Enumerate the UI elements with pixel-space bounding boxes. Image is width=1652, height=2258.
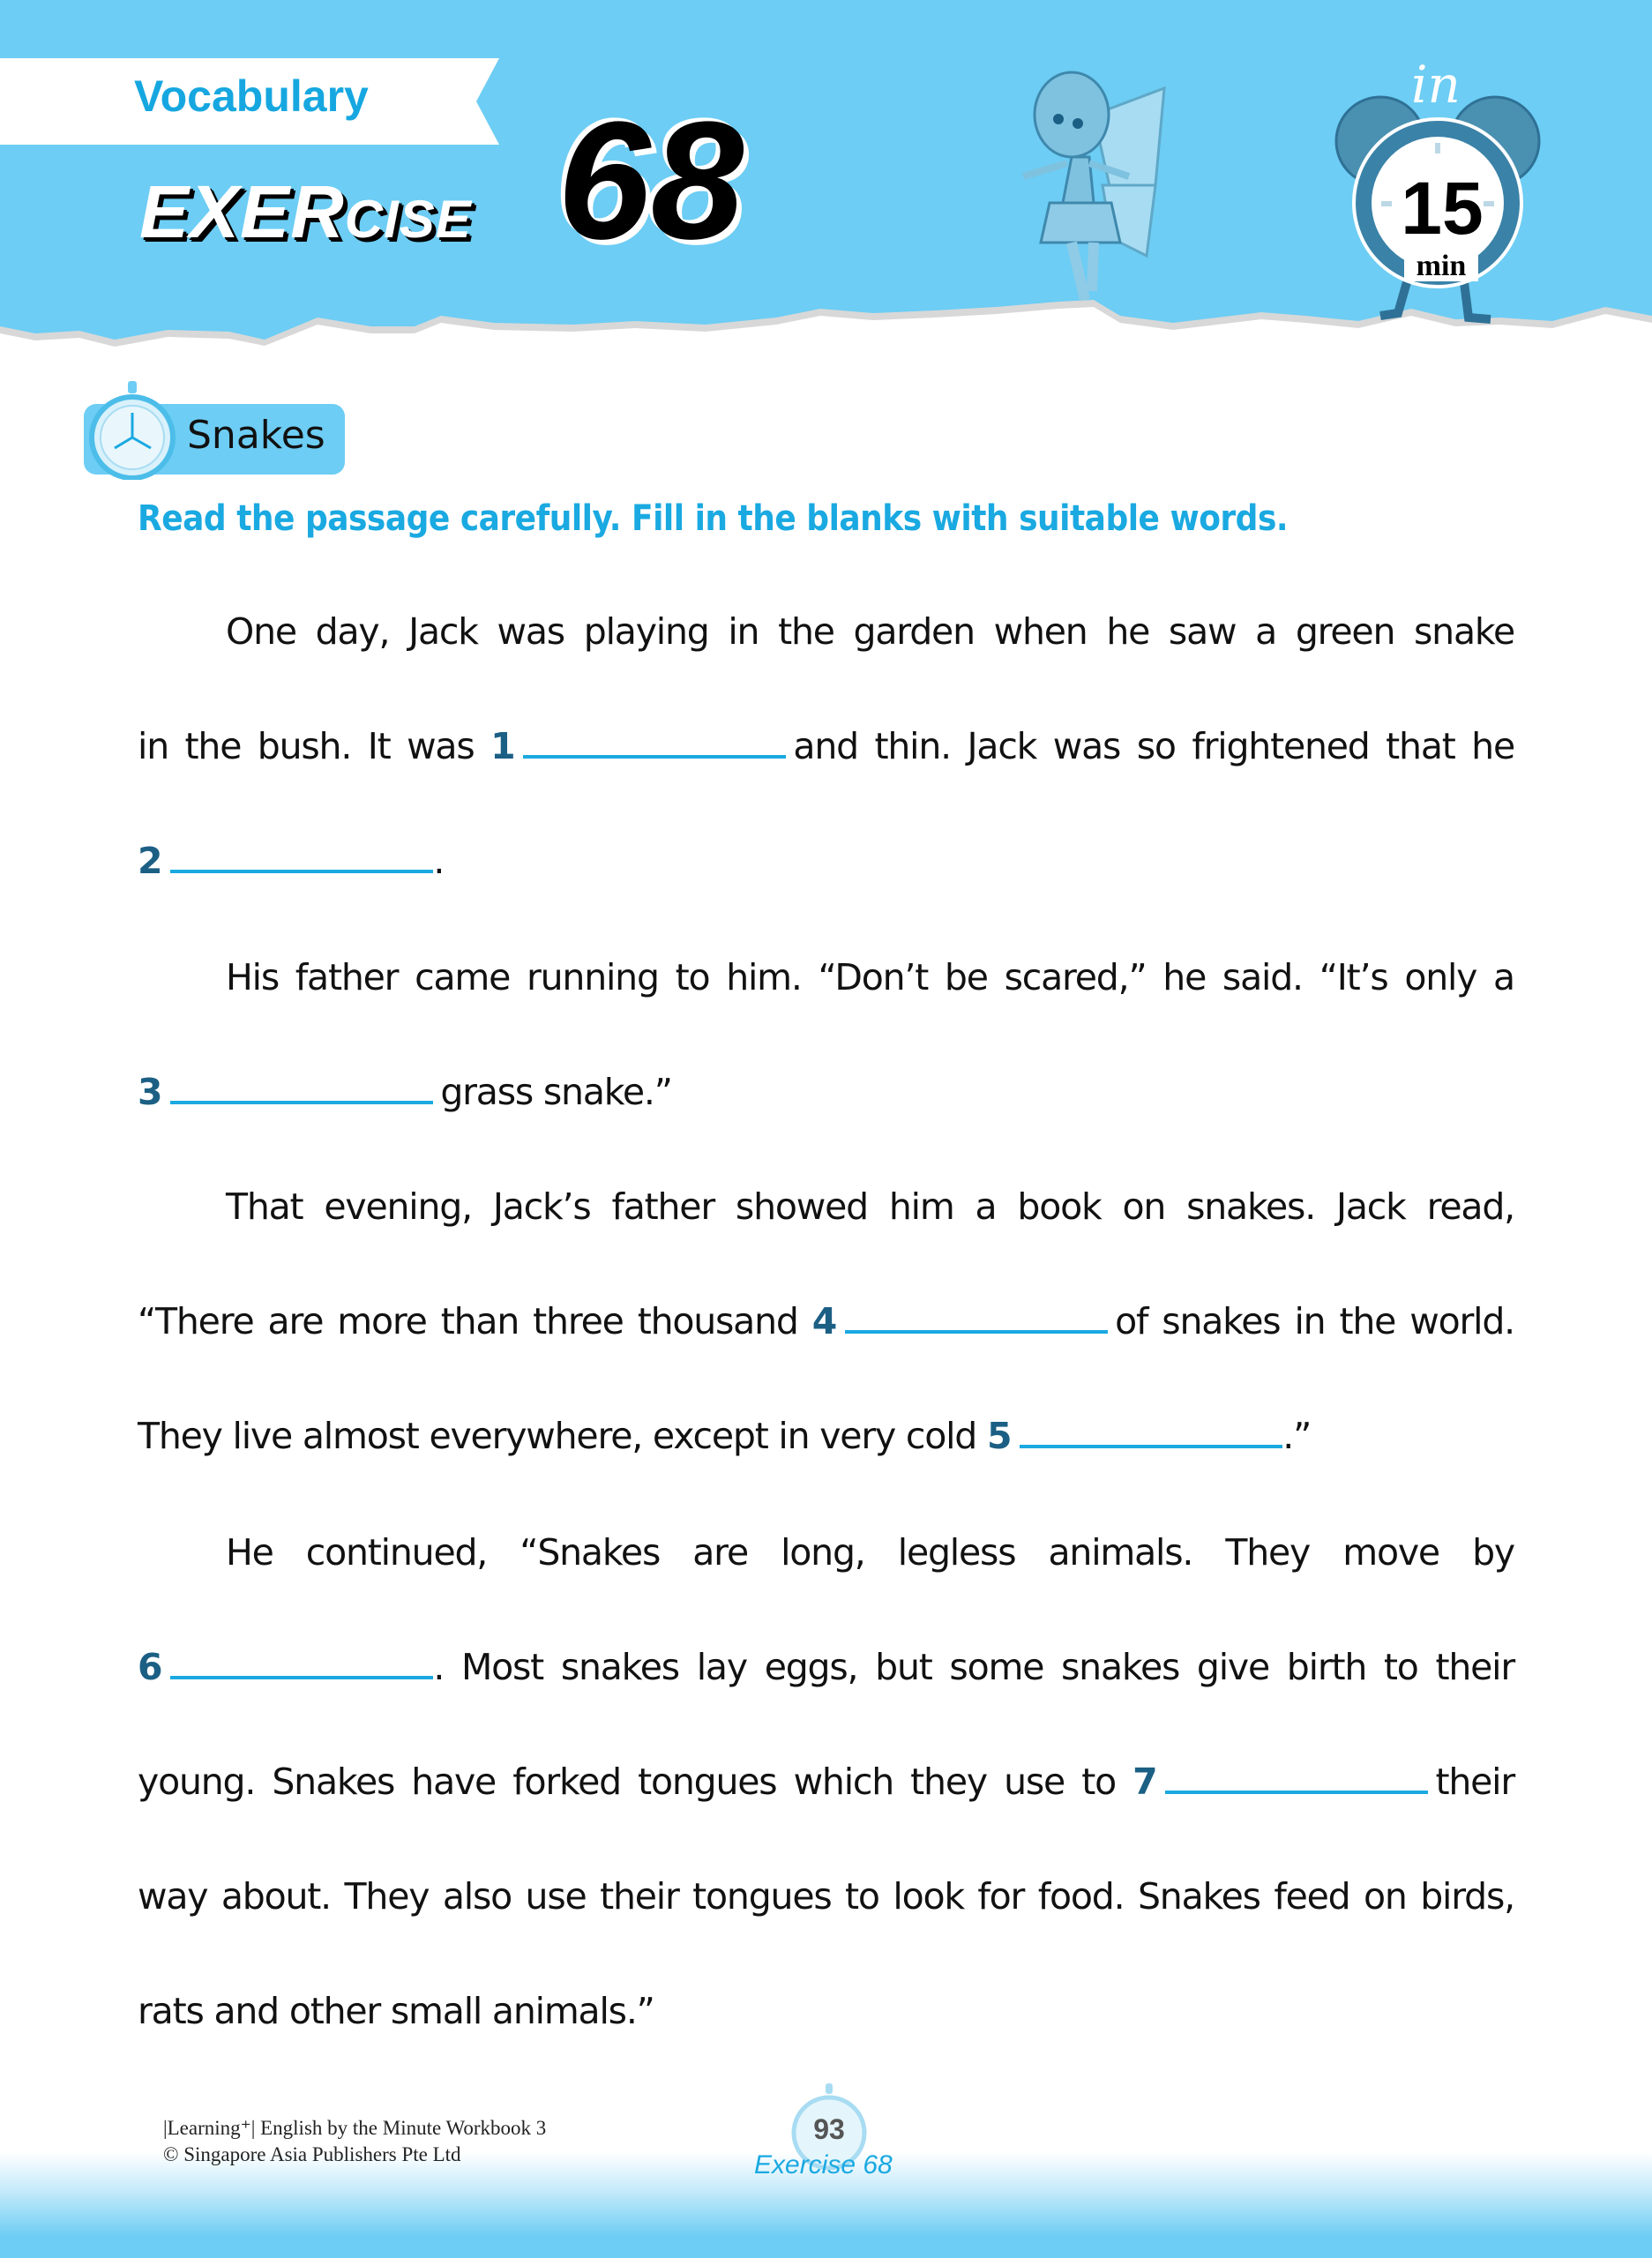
timer-value: 15 [1401, 167, 1484, 250]
passage-line: They live almost everywhere, except in very cold 5 .” [138, 1415, 1312, 1457]
stopwatch-icon [84, 381, 181, 480]
exercise-number: 68 [557, 87, 744, 274]
blank-number-7: 7 [1132, 1761, 1157, 1803]
passage-line: “There are more than three thousand 4 of snakes in the world. [138, 1300, 1514, 1342]
passage-line: 3 grass snake.” [138, 1071, 672, 1113]
passage-line: That evening, Jack’s father showed him a book on snakes. Jack read, [226, 1185, 1514, 1228]
exercise-title: EXERCISE [139, 170, 472, 253]
timer-unit: min [1404, 251, 1478, 281]
passage-line: rats and other small animals.” [138, 1990, 654, 2032]
passage-line: One day, Jack was playing in the garden when he saw a green snake [226, 610, 1514, 653]
topic-title: Snakes [187, 413, 325, 458]
passage-line: 2 . [138, 840, 445, 882]
passage-line: in the bush. It was 1 and thin. Jack was so frightened that he [138, 725, 1514, 767]
passage-line: 6 . Most snakes lay eggs, but some snakes give birth to their [138, 1646, 1514, 1688]
page-number: 93 [813, 2113, 845, 2145]
blank-number-3: 3 [138, 1071, 162, 1113]
blank-3-input[interactable] [170, 1101, 433, 1104]
blank-number-2: 2 [138, 840, 162, 882]
fairy-illustration-icon [988, 53, 1191, 318]
timer-prefix: in [1411, 55, 1461, 115]
blank-4-input[interactable] [845, 1330, 1108, 1334]
blank-2-input[interactable] [170, 870, 433, 873]
passage-line: He continued, “Snakes are long, legless animals. They move by [226, 1531, 1514, 1574]
passage-line: way about. They also use their tongues to look for food. Snakes feed on birds, [138, 1875, 1514, 1918]
blank-5-input[interactable] [1020, 1445, 1282, 1448]
copyright-text: © Singapore Asia Publishers Pte Ltd [163, 2143, 461, 2165]
blank-6-input[interactable] [170, 1676, 433, 1679]
blank-number-6: 6 [138, 1646, 162, 1688]
book-title: |Learning⁺| English by the Minute Workbook 3 [163, 2117, 547, 2139]
passage-line: young. Snakes have forked tongues which they use to 7 their [138, 1761, 1514, 1803]
blank-1-input[interactable] [523, 755, 786, 759]
category-label: Vocabulary [134, 71, 369, 121]
footer-exercise-label: Exercise 68 [754, 2150, 893, 2179]
blank-number-4: 4 [811, 1300, 837, 1342]
footer-credits [163, 2115, 546, 2168]
passage-line: His father came running to him. “Don’t be scared,” he said. “It’s only a [226, 956, 1514, 998]
instruction-text: Read the passage carefully. Fill in the blanks with suitable words. [138, 498, 1289, 539]
blank-number-1: 1 [490, 725, 515, 767]
blank-7-input[interactable] [1165, 1791, 1428, 1794]
blank-number-5: 5 [986, 1415, 1012, 1457]
